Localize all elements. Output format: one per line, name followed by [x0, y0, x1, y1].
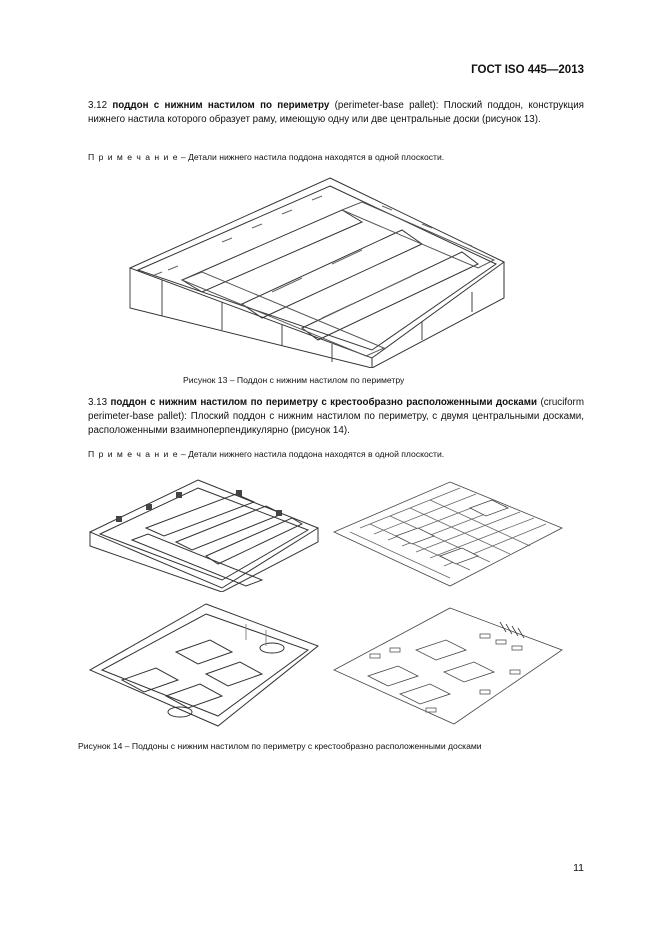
figure-14-image-bottom-left — [86, 600, 322, 730]
term-definition: : Плоский поддон, конструкция нижнего настила которого образует раму, имеющую одну или две центральные доски (рисунок 13). — [88, 100, 584, 126]
term-english: (perimeter-base pallet) — [334, 100, 436, 111]
figure-13-caption: Рисунок 13 – Поддон с нижним настилом по периметру — [183, 375, 405, 385]
section-3-13-paragraph — [88, 396, 584, 439]
note-label: П р и м е ч а н и е — [88, 152, 179, 162]
note-text: – Детали нижнего настила поддона находятся в одной плоскости. — [180, 152, 445, 162]
figure-13-image — [122, 172, 512, 368]
term-title: поддон с нижним настилом по периметру — [112, 100, 330, 111]
figure-14-image-top-right — [330, 478, 566, 590]
note-label: П р и м е ч а н и е — [88, 449, 179, 459]
term-definition: : Плоский поддон с нижним настилом по периметру, с двумя центральными досками, расположенными взаимноперпендикулярно (рисунок 14). — [88, 411, 584, 437]
document-header: ГОСТ ISO 445—2013 — [471, 64, 584, 76]
figure-14-image-bottom-right — [330, 604, 566, 728]
figure-14-caption: Рисунок 14 – Поддоны с нижним настилом по периметру с крестообразно расположенными досками — [78, 741, 482, 751]
figure-14-image-top-left — [86, 476, 322, 592]
note-3-13 — [88, 448, 588, 460]
section-number: 3.13 — [88, 397, 108, 408]
page-number: 11 — [573, 862, 584, 874]
note-text: – Детали нижнего настила поддона находятся в одной плоскости. — [180, 449, 445, 459]
section-number: 3.12 — [88, 100, 108, 111]
section-3-12-paragraph — [88, 99, 584, 127]
note-3-12 — [88, 151, 588, 163]
term-english: (cruciform perimeter-base pallet) — [88, 397, 584, 423]
term-title: поддон с нижним настилом по периметру с крестообразно расположенными досками — [110, 397, 538, 408]
